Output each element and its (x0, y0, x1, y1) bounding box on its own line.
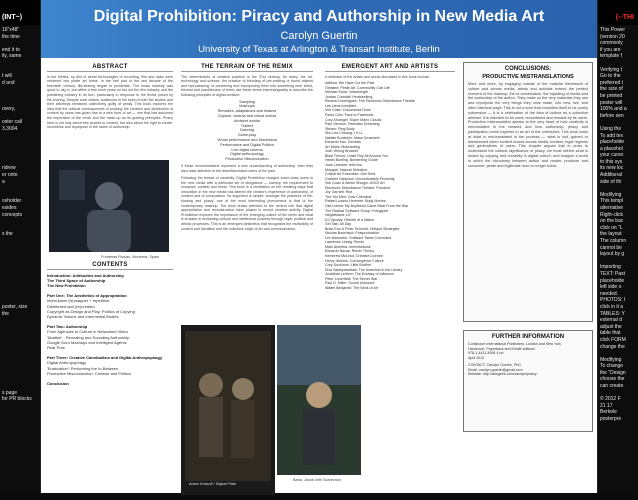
emergent-ref-item: Michael Snow: Wavelength (325, 90, 369, 95)
emergent-ref-item: Critical Art Ensemble: GenTerra (325, 172, 376, 177)
contents-line: Google Guru Mashups and Intelligent Agents (47, 340, 127, 346)
abstract-heading: ABSTRACT (47, 65, 173, 72)
remix-intro: The determinants of creative practice in the 21st century, for many, the art, technology and science, the practice of blending of pre-existing or found objects and reprocessing, re-combining and repurposing them into something new. Artist, theorist and practitioners of remix use these terms interchangeably to describe the following principles of digital creation: (181, 74, 313, 97)
conclusions-box (463, 62, 593, 322)
right-panel-text: This Power (version 20 commonly if you are template f Verifying t Go to the preferred t the size of be printed poster will 100% and a before sen Using the To add tex placeholde a placehol your curso to this sys its new loc Additional side of thi Modifying This templ alternative Right-click on the bac click on "L the layout The column cannot be layout by g Importing TEXT: Past placeholde left side o needed. PHOTOS: I click in it a TABLES: Y external d adjust the table that click FORM change the Modifying To change the "Design choose the can create © 2012 F 21 17 Berkele posterpre (600, 27, 627, 423)
contents-line: Real Time (47, 345, 66, 351)
contents-line: Part One: The Aesthetics of Appropriation (47, 292, 127, 298)
contents-list (47, 273, 173, 386)
left-panel-text: 16"x48" the time end it to ily, same t will d and overy, oster call 3.3004 ndrew er onto a ceholder esides concepts s the poster, size the s page for PR blocks (2, 27, 32, 403)
conclusions-text: More and more, by engaging outside of the material framework of culture and across media, artists and activists extend the perfect moment of the mashup, the re-combination, the hijacking of media and the authorship of the author. They make us the very materials they use and repurpose the very things they once made, into new, live, and often hilarious ways. This is not a work that considers itself to be purely subversive — it is a celebration of the idea of culture as a collective artefact. It is intended to be used, recombined and remade by its users. Productive mistranslation speaks to the very heart of how creativity is reformulated in the network and how authorship, piracy and participation come together in an art of the unfinished. This work looks at what is mis-translated in the process — what is lost, gained or transformed when content moves across media, borders, legal regimes and generations of users. This chapter argues that in order to understand the cultural significance of piracy, we must rethink what is meant by copying and creativity in digital culture, and imagine a world in which the dichotomy between author and reader, producer and consumer, pirate and legitimate user no longer holds. (468, 82, 588, 168)
conclusions-heading: CONCLUSIONS: (504, 66, 552, 72)
emergent-ref-item: Mark Amerika: remixthebook (325, 244, 371, 249)
emergent-ref-item: The Radical Software Group: Kriegspiel (325, 208, 389, 213)
further-heading: FURTHER INFORMATION (491, 334, 565, 340)
photo-right-caption: Baba, Jacob with Scarecrow (293, 478, 341, 482)
emergent-ref-item: Rafael Lozano-Hemmer: Body Movies (325, 199, 386, 204)
further-list (464, 342, 592, 377)
right-panel-heading: (--THI (598, 0, 638, 25)
photo-right-figure (277, 325, 361, 475)
emergent-ref-item: Cory Arcangel: Super Mario Clouds (325, 117, 382, 122)
remix-item: Live digital cinema (231, 147, 263, 152)
remix-para3: Following the thread of creativity, Digital Prohibition charged lower-class users in the new media with a particular set of obligations — namely, the requirement to compose, contest and resist. This book is a meditation on the resulting ways that innovation in the new media has altered the creator's experience of authorship, of content and of composition. Its argument is simple: amongst the practices of file-sharing and piracy, one of the most interesting phenomena is that of the contemporary mashup. The book draws attention to the central role that digital appropriation and reconstruction have played in recent creative activity. Digital Prohibition explores the importance of the emerging culture of the remix and what is at stake in reclaiming cultural and intellectual property through legal, political and artistic processes. This is an emergent aesthetics that recognises the multiplicity of content and identities and the collective origin of art and communication. (181, 176, 313, 231)
emergent-ref-item: Art Mobs: Mobcasting (325, 144, 360, 149)
emergent-ref-item: Brian Eno & Peter Schmidt: Oblique Strategies (325, 226, 400, 231)
contents-line: 'Abattoir' - Revealing and Sounding Authorship (47, 334, 130, 340)
emergent-ref-item: DJ Spooky: Rebirth of a Nation (325, 217, 375, 222)
photo-center-figure (181, 325, 275, 495)
emergent-ref-item: Shu Lea Cheang: I.K.U. (325, 131, 363, 136)
emergent-ref-item: Electronic Disturbance Theatre: Floodnet (325, 185, 391, 190)
column-remix (181, 64, 313, 231)
further-line: Hardcover, Paperback and Kindle editions (468, 346, 535, 351)
emergent-ref-item: Les Liens Invisibles (325, 103, 357, 108)
contents-line: Distributed and (re)created (47, 303, 95, 309)
emergent-ref-item: Joy Garnett: Riot (325, 190, 352, 195)
remix-item: Capture, cinema and virtual worlds (217, 113, 277, 118)
further-line: April 2012 (468, 355, 485, 360)
emergent-ref-item: Olmsted: Pirate Art: Community Civil Life (325, 85, 390, 90)
photo-right (277, 325, 361, 475)
remix-heading: THE TERRAIN OF THE REMIX (181, 65, 313, 72)
photo-left-figure (49, 160, 169, 252)
contents-line: The New Prohibition (47, 283, 86, 289)
contents-line: 'Eradication': Performing the In-Between (47, 365, 119, 371)
left-instruction-panel (0, 0, 41, 493)
remix-item: Remakes, adaptations and retakes (217, 109, 277, 114)
emergent-ref-item: Lev Manovich: Software Takes Command (325, 235, 392, 240)
contents-line: Copyright as Design and Play: Politics of Copying (47, 309, 135, 315)
contents-line: Part Three: Creative Cannibalism and Digital Anthropophagy (47, 354, 163, 360)
remix-item: Trailers (240, 123, 254, 128)
emergent-ref-item: Ricardo Dominguez: The Electronic Disturbance Theatre (325, 99, 415, 104)
contents-heading: CONTENTS (47, 263, 173, 270)
photo-left (49, 160, 169, 252)
emergent-ref-item: Olia Lialina: My Boyfriend Came Back From the War (325, 203, 409, 208)
emergent-ref-item: Siva Vaidhyanathan: The Anarchist in the Library (325, 267, 403, 272)
poster-institution: University of Texas at Arlington & Transart Institute, Berlin (198, 44, 440, 55)
emergent-ref-item: Graham Harwood: Uncomfortable Proximity (325, 176, 395, 181)
emergent-ref-item: Girl Talk: All Day (325, 222, 352, 227)
emergent-ref-item: Paolo Cirio: Face to Facebook (325, 113, 374, 118)
photo-center (181, 325, 275, 495)
emergent-ref-item: Jordan Crandall: Heatseeking (325, 94, 373, 99)
photo-center-caption: Adam Kossoff / Digital Plate (189, 482, 236, 486)
remix-para2: If these recombinations represent a new understanding of authorship, then they also draw attention to the disenfranchised users of the past. (181, 163, 313, 173)
poster-author: Carolyn Guertin (280, 30, 358, 42)
column-contents (47, 263, 173, 386)
poster-title: Digital Prohibition: Piracy and Authorship in New Media Art (93, 8, 545, 25)
conclusions-subheading: PRODUCTIVE MISTRANSLATIONS (482, 74, 574, 80)
further-box (463, 330, 593, 432)
emergent-ref-item: Peter Lunenfeld: The Secret War (325, 276, 378, 281)
contents-line: Interruption (re)mapper + repetition (47, 298, 110, 304)
contents-line: Part Two: Authorship (47, 323, 88, 329)
emergent-ref-item: Joan Leandre: retroYou (325, 163, 363, 168)
emergent-ref-item: Vuk Cosic & Alexei Shulgin: ASCII Art (325, 181, 385, 186)
emergent-ref-item: Paul Sermon: Telematic Dreaming (325, 122, 380, 127)
emergent-ref-item: The Yes Men: Dow Chemical (325, 194, 372, 199)
emergent-heading: EMERGENT ART AND ARTISTS (325, 65, 455, 72)
remix-item: Game-play (237, 133, 257, 138)
emergent-intro: A selection of the artists and works discussed in this book include: (325, 74, 430, 79)
emergent-ref-item: Natalie Bookchin: Mass Ornament (325, 135, 380, 140)
remix-list (181, 100, 313, 162)
emergent-ref-item: Nicolas Bourriaud: Postproduction (325, 231, 380, 236)
contents-line: Digital Anthropophagy (47, 360, 87, 366)
emergent-ref-item: Negativland: U2 (325, 213, 351, 218)
emergent-refs (325, 81, 455, 290)
emergent-ref-item: Henry Jenkins: Convergence Culture (325, 258, 384, 263)
further-line: 978-1-4411-3098-4 pb (468, 351, 504, 356)
remix-item: Productive Misconduction (225, 157, 269, 162)
remix-item: Digital anthropology (230, 152, 264, 157)
contents-line: Productive Misconduction: Chinese and Politics (47, 371, 132, 377)
contents-line: Dynamic Visions and Intermedial Bodies (47, 314, 119, 320)
emergent-ref-item: Heath Bunting: Borderxing Guide (325, 158, 378, 163)
emergent-ref-item: Stelarc: Ping Body (325, 126, 355, 131)
remix-item: Performance and Digital Politics (220, 142, 274, 147)
contents-line: Introduction: Antibodies and Authorship (47, 272, 124, 278)
remix-item: Dancing (240, 128, 254, 133)
right-instruction-panel (597, 0, 638, 493)
contents-line: From Agencies to Culture in Networked Video (47, 329, 128, 335)
poster (41, 0, 597, 493)
remix-item: Mashups (239, 104, 255, 109)
left-panel-heading: (INT~) (0, 0, 40, 25)
further-line[interactable]: Website: http://artsgeek.com/carolyn/piracy (468, 372, 537, 377)
emergent-ref-item: Mongrel: Natural Selection (325, 167, 368, 172)
emergent-ref-item: Vuk Cosic: Documenta Done (325, 108, 372, 113)
emergent-ref-item: Lawrence Lessig: Remix (325, 240, 365, 245)
contents-line: Conclusion (47, 380, 69, 386)
emergent-ref-item: Eduardo Kac: Genesis (325, 140, 361, 145)
contents-line: The Third Space of Authorship (47, 278, 106, 283)
further-line: Email: carolyn.guertin@gmail.com (468, 367, 523, 372)
emergent-ref-item: Jodi: Wrong Browser (325, 149, 359, 154)
emergent-ref-item: Walter Benjamin: The Work of Art (325, 285, 379, 290)
further-line: Continuum International Publishers, London and New York (468, 342, 562, 346)
poster-banner (41, 0, 597, 58)
remix-item: Sampling (239, 99, 255, 104)
emergent-ref-item: Blast Theory: Uncle Roy All Around You (325, 153, 388, 158)
remix-item: Virtual performance and Machinima (217, 137, 277, 142)
abstract-text: In the thirties, by dint of aerial technologies of recording, film and radio were rendered into pirate art forms. In the first part of the last decade of the twentieth century, file-sharing began to proliferate. The music industry was quick to dig in, but within a few short years so too did the film industry and the publishing industry in its turn, particularly in response to the threat posed by file-sharing. Despite such claims, audiences in the eyes of both the studios and their attorneys remained collectively guilty of piracy. This book explores the idea that the cultural consequences of policing the creation and distribution of content by users has given rise to a new form of art — one that has assumed the imperative of the remix and the mash-up as its guiding principles. Piracy here is not only about free access to content, but also about the right to create, recombine and repurpose in the name of authorship. (47, 74, 173, 130)
emergent-ref-item: Jonathan Lethem: The Ecstasy of Influence (325, 272, 395, 277)
emergent-ref-item: Kembrew McLeod: Creative License (325, 253, 383, 258)
column-emergent (325, 65, 455, 290)
emergent-ref-item: Eduardo Navas: Remix Theory (325, 249, 375, 254)
remix-item: Ambient worlds (234, 118, 260, 123)
emergent-ref-item: Paul D. Miller: Sound Unbound (325, 281, 375, 286)
column-abstract (47, 65, 173, 159)
further-line: CONTACT: Carolyn Guertin, PhD (468, 363, 521, 368)
emergent-ref-item: Cory Doctorow: Little Brother (325, 263, 372, 268)
emergent-ref-item: Adilkno: We Have Cut the Past (325, 81, 375, 86)
photo-left-caption: Fronteras Ruinas, Moderna, Spain (101, 255, 160, 259)
